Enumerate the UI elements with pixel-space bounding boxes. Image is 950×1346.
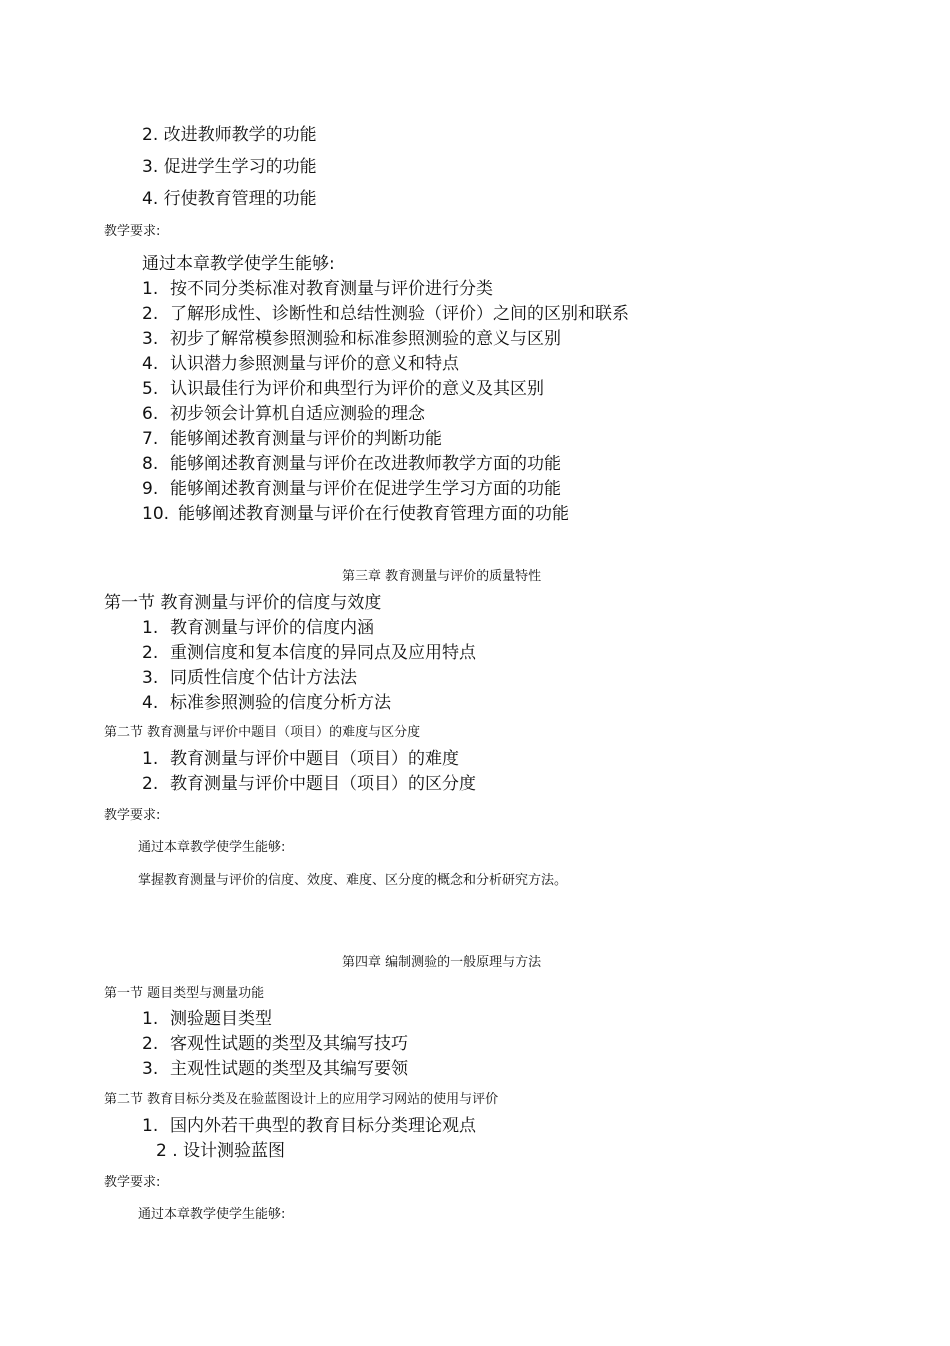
item-text: 能够阐述教育测量与评价在行使教育管理方面的功能 — [178, 504, 569, 524]
item-text: 国内外若干典型的教育目标分类理论观点 — [170, 1116, 476, 1136]
item-number: 3. — [142, 668, 159, 688]
item-number: 1. — [142, 618, 159, 638]
item-text: 同质性信度个估计方法法 — [170, 668, 357, 688]
item-text: 按不同分类标准对教育测量与评价进行分类 — [170, 279, 493, 299]
chapter-title: 第四章 编制测验的一般原理与方法 — [342, 955, 542, 970]
list-item — [142, 281, 493, 298]
item-text: 能够阐述教育测量与评价在促进学生学习方面的功能 — [170, 479, 561, 499]
list-item — [142, 776, 476, 793]
list-item — [142, 1118, 476, 1135]
section-heading: 第一节 题目类型与测量功能 — [104, 986, 265, 1001]
item-text: 能够阐述教育测量与评价在改进教师教学方面的功能 — [170, 454, 561, 474]
item-number: 2. — [142, 304, 159, 324]
list-item — [142, 1011, 272, 1028]
teaching-requirements-label: 教学要求: — [104, 808, 161, 823]
list-item — [142, 506, 569, 523]
item-text: 能够阐述教育测量与评价的判断功能 — [170, 429, 442, 449]
requirements-intro: 通过本章教学使学生能够: — [138, 1207, 286, 1222]
section-heading: 第二节 教育测量与评价中题目（项目）的难度与区分度 — [104, 725, 421, 740]
item-number: 2. — [142, 774, 159, 794]
teaching-requirements-label: 教学要求: — [104, 1175, 161, 1190]
list-item — [142, 1036, 408, 1053]
item-text: 教育测量与评价的信度内涵 — [170, 618, 374, 638]
section-heading: 第二节 教育目标分类及在验蓝图设计上的应用学习网站的使用与评价 — [104, 1092, 499, 1107]
item-text: 了解形成性、诊断性和总结性测验（评价）之间的区别和联系 — [170, 304, 629, 324]
item-text: 测验题目类型 — [170, 1009, 272, 1029]
item-number: 4. — [142, 354, 159, 374]
list-item — [142, 751, 459, 768]
item-number: 4. — [142, 693, 159, 713]
item-number: 8. — [142, 454, 159, 474]
list-item — [142, 481, 561, 498]
item-text: 重测信度和复本信度的异同点及应用特点 — [170, 643, 476, 663]
list-item — [142, 331, 561, 348]
list-item: 2. 改进教师教学的功能 — [142, 125, 317, 145]
item-number: 3. — [142, 329, 159, 349]
list-item — [142, 406, 425, 423]
item-number: 3. — [142, 1059, 159, 1079]
item-text: 初步了解常模参照测验和标准参照测验的意义与区别 — [170, 329, 561, 349]
item-text: 标准参照测验的信度分析方法 — [170, 693, 391, 713]
item-text: 认识最佳行为评价和典型行为评价的意义及其区别 — [170, 379, 544, 399]
list-item — [142, 695, 391, 712]
item-text: 教育测量与评价中题目（项目）的区分度 — [170, 774, 476, 794]
item-text: 初步领会计算机自适应测验的理念 — [170, 404, 425, 424]
list-item — [142, 431, 442, 448]
list-item — [142, 670, 357, 687]
item-number: 5. — [142, 379, 159, 399]
requirements-text: 掌握教育测量与评价的信度、效度、难度、区分度的概念和分析研究方法。 — [138, 873, 568, 888]
item-text: 客观性试题的类型及其编写技巧 — [170, 1034, 408, 1054]
list-item: 4. 行使教育管理的功能 — [142, 189, 317, 209]
item-number: 10. — [142, 504, 170, 524]
list-item — [142, 456, 561, 473]
teaching-requirements-label: 教学要求: — [104, 224, 161, 239]
list-item — [142, 1061, 408, 1078]
item-number: 7. — [142, 429, 159, 449]
list-item — [142, 620, 374, 637]
requirements-intro: 通过本章教学使学生能够: — [138, 840, 286, 855]
list-item: 2 . 设计测验蓝图 — [156, 1141, 286, 1161]
section-heading: 第一节 教育测量与评价的信度与效度 — [104, 593, 382, 613]
item-text: 认识潜力参照测量与评价的意义和特点 — [170, 354, 459, 374]
requirements-intro: 通过本章教学使学生能够: — [142, 254, 335, 274]
list-item — [142, 645, 476, 662]
item-number: 1. — [142, 749, 159, 769]
list-item — [142, 306, 629, 323]
item-number: 2. — [142, 1034, 159, 1054]
item-number: 1. — [142, 1116, 159, 1136]
item-number: 9. — [142, 479, 159, 499]
list-item — [142, 356, 459, 373]
item-number: 1. — [142, 279, 159, 299]
item-text: 主观性试题的类型及其编写要领 — [170, 1059, 408, 1079]
item-number: 2. — [142, 643, 159, 663]
item-number: 6. — [142, 404, 159, 424]
item-text: 教育测量与评价中题目（项目）的难度 — [170, 749, 459, 769]
item-number: 1. — [142, 1009, 159, 1029]
list-item — [142, 381, 544, 398]
chapter-title: 第三章 教育测量与评价的质量特性 — [342, 569, 542, 584]
list-item: 3. 促进学生学习的功能 — [142, 157, 317, 177]
